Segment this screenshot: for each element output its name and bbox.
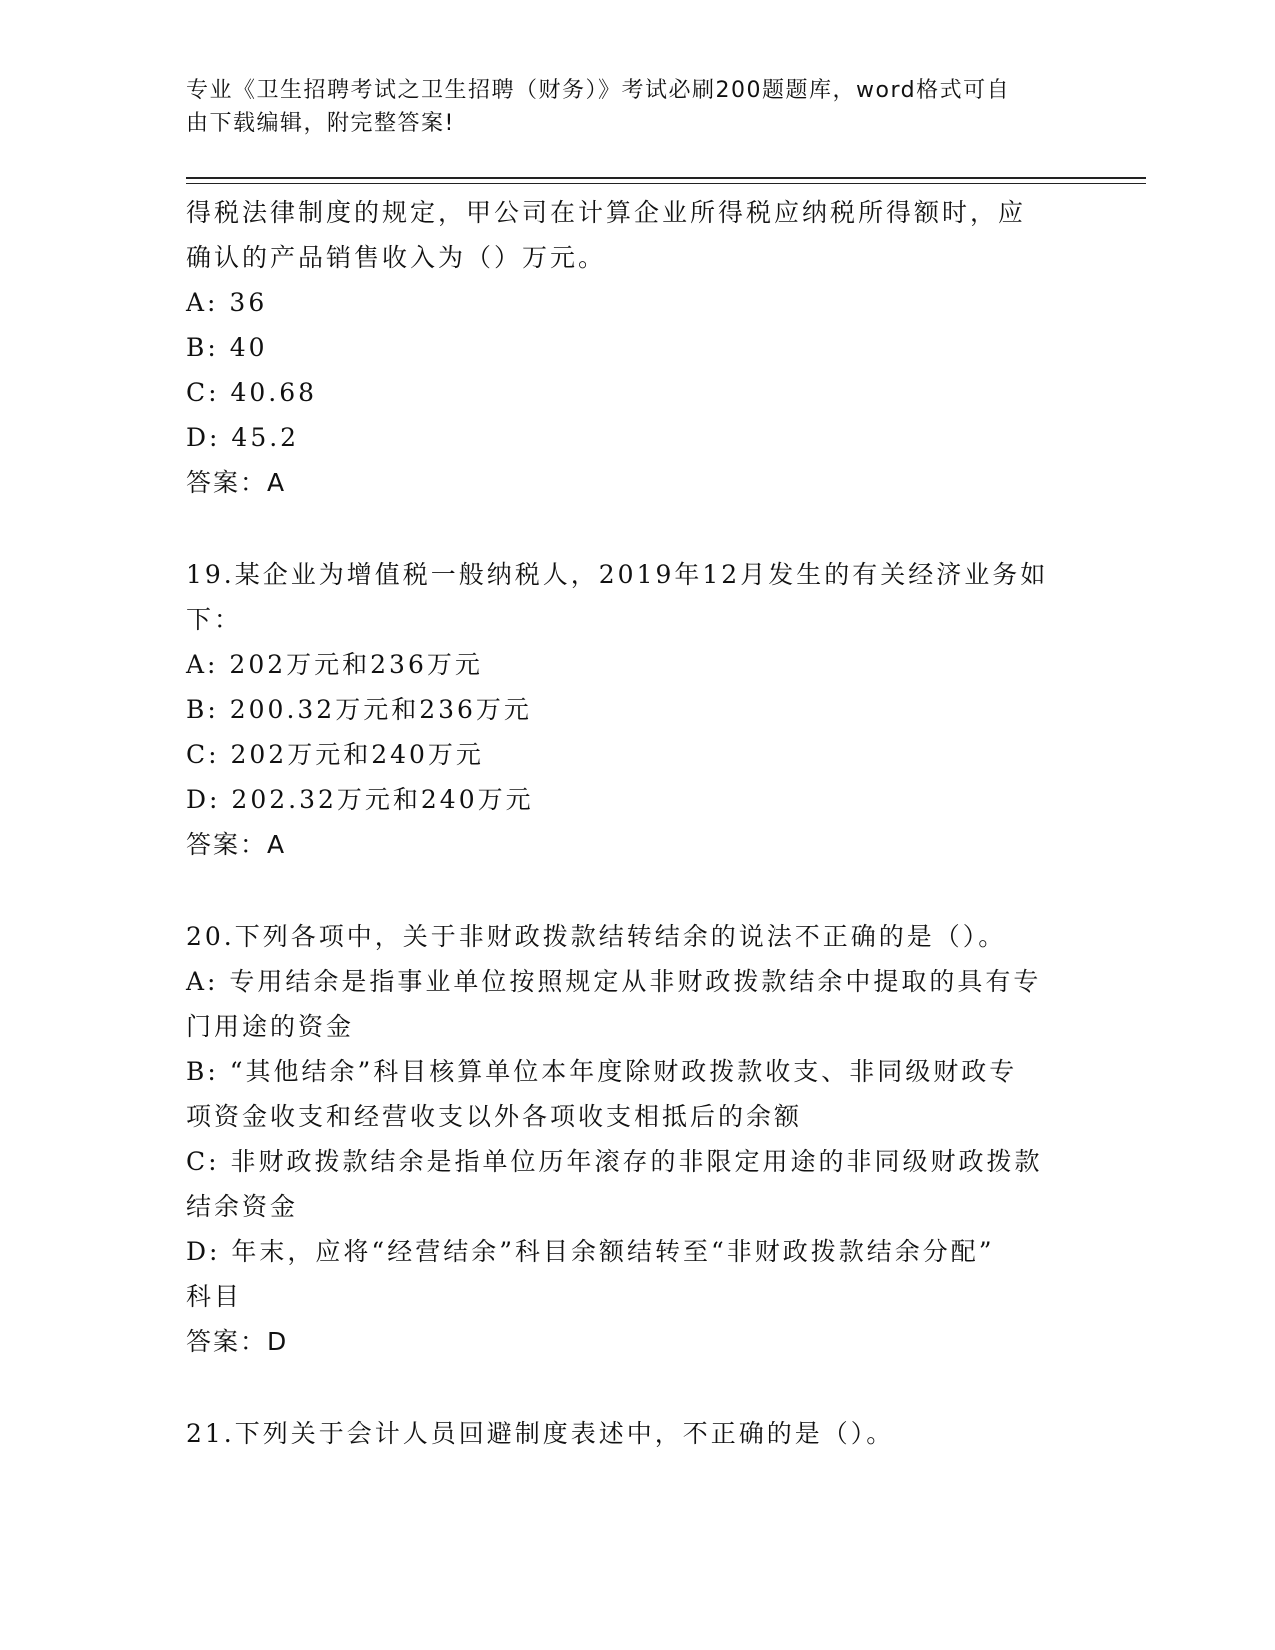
option-c: C: 40.68 xyxy=(186,378,318,407)
option-c-line-1: C: 非财政拨款结余是指单位历年滚存的非限定用途的非同级财政拨款 xyxy=(186,1147,1043,1176)
option-d: D: 45.2 xyxy=(186,423,300,452)
question-19 xyxy=(186,552,1086,867)
question-stem-line: 得税法律制度的规定，甲公司在计算企业所得税应纳税所得额时，应 xyxy=(186,198,1027,227)
answer-label: 答案：D xyxy=(186,1327,289,1356)
question-stem-line: 21.下列关于会计人员回避制度表述中，不正确的是（）。 xyxy=(186,1419,895,1448)
option-a: A: 202万元和236万元 xyxy=(186,650,483,679)
question-21 xyxy=(186,1411,1086,1456)
question-stem-line: 19.某企业为增值税一般纳税人，2019年12月发生的有关经济业务如 xyxy=(186,560,1049,589)
option-c-line-2: 结余资金 xyxy=(186,1192,299,1221)
question-stem-line: 确认的产品销售收入为（）万元。 xyxy=(186,243,607,272)
option-b-line-1: B: “其他结余”科目核算单位本年度除财政拨款收支、非同级财政专 xyxy=(186,1057,1018,1086)
question-stem-line: 下： xyxy=(186,605,243,634)
answer-label: 答案：A xyxy=(186,468,287,497)
question-content xyxy=(186,190,1086,1456)
header-divider-thin xyxy=(186,183,1146,184)
option-c: C: 202万元和240万元 xyxy=(186,740,484,769)
question-18 xyxy=(186,190,1086,505)
option-d-line-2: 科目 xyxy=(186,1282,243,1311)
header-line-1: 专业《卫生招聘考试之卫生招聘（财务）》考试必刷200题题库，word格式可自 xyxy=(186,78,1011,103)
question-20 xyxy=(186,914,1086,1364)
header-divider-thick xyxy=(186,177,1146,179)
option-a: A: 36 xyxy=(186,288,268,317)
question-stem-line: 20.下列各项中，关于非财政拨款结转结余的说法不正确的是（）。 xyxy=(186,922,1007,951)
option-a-line-2: 门用途的资金 xyxy=(186,1012,355,1041)
header-line-2: 由下载编辑，附完整答案! xyxy=(186,111,455,136)
option-b: B: 40 xyxy=(186,333,268,362)
option-d: D: 202.32万元和240万元 xyxy=(186,785,534,814)
answer-label: 答案：A xyxy=(186,830,287,859)
option-b-line-2: 项资金收支和经营收支以外各项收支相抵后的余额 xyxy=(186,1102,803,1131)
option-a-line-1: A: 专用结余是指事业单位按照规定从非财政拨款结余中提取的具有专 xyxy=(186,967,1042,996)
option-d-line-1: D: 年末，应将“经营结余”科目余额结转至“非财政拨款结余分配” xyxy=(186,1237,995,1266)
document-header xyxy=(186,74,1066,140)
option-b: B: 200.32万元和236万元 xyxy=(186,695,532,724)
